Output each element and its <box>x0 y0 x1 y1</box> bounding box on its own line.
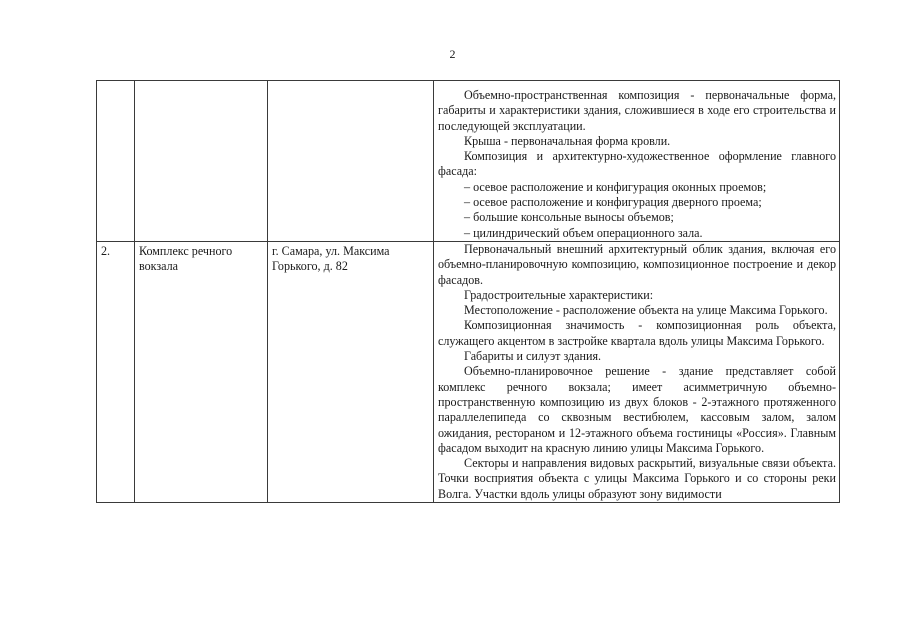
row-number-cell <box>97 81 135 242</box>
object-address-cell <box>268 81 434 242</box>
object-name-cell <box>135 81 268 242</box>
description-list-item: – цилиндрический объем операционного зала. <box>464 225 703 240</box>
description-paragraph: Объемно-планировочное решение - здание представляет собой комплекс речного вокзала; имеет асимметричную объемно-пространственную композицию из двух блоков - 2-этажного протяженного параллелепипеда со сквозным вестибюлем, кассовым залом, залом ожидания, рестораном и 12-этажного объема гостиницы «Россия». Главным фасадом выходит на красную линию улицы Максима Горького. <box>438 364 836 455</box>
object-address-cell <box>268 241 434 502</box>
row-number-cell <box>97 241 135 502</box>
table-row <box>97 81 840 242</box>
description-paragraph: Градостроительные характеристики: <box>464 287 654 302</box>
protection-subject-cell <box>434 81 840 242</box>
description-paragraph: Секторы и направления видовых раскрытий, визуальные связи объекта. Точки восприятия объекта с улицы Максима Горького и со стороны реки Волга. Участки вдоль улицы образуют зону видимости <box>438 456 836 501</box>
row-number: 2. <box>101 243 111 258</box>
heritage-object-table <box>96 80 840 503</box>
object-address <box>272 81 430 83</box>
protection-subject-cell <box>434 241 840 502</box>
object-name-cell <box>135 241 268 502</box>
description-list-item: – большие консольные выносы объемов; <box>464 210 674 225</box>
description-paragraph: Композиционная значимость - композиционная роль объекта, служащего акцентом в застройке квартала вдоль улицы Максима Горького. <box>438 318 836 348</box>
description-paragraph: Объемно-пространственная композиция - первоначальные форма, габариты и характеристики здания, сложившиеся в ходе его строительства и последующей эксплуатации. <box>438 88 836 133</box>
description-list-item: – осевое расположение и конфигурация дверного проема; <box>464 195 762 210</box>
description-list-item: – осевое расположение и конфигурация оконных проемов; <box>464 179 767 194</box>
description-paragraph: Габариты и силуэт здания. <box>464 349 602 364</box>
page-number: 2 <box>449 47 456 61</box>
object-name: Комплекс речного вокзала <box>139 243 233 274</box>
description-paragraph: Крыша - первоначальная форма кровли. <box>464 133 671 148</box>
table-row <box>97 241 840 502</box>
description-paragraph: Композиция и архитектурно-художественное оформление главного фасада: <box>438 149 836 179</box>
object-address: г. Самара, ул. Максима Горького, д. 82 <box>272 243 390 274</box>
row-number <box>101 81 131 83</box>
description-paragraph: Первоначальный внешний архитектурный облик здания, включая его объемно-планировочную композицию, композиционное построение и декор фасадов. <box>438 241 836 287</box>
description-paragraph: Местоположение - расположение объекта на улице Максима Горького. <box>464 303 828 318</box>
object-name <box>139 81 264 83</box>
